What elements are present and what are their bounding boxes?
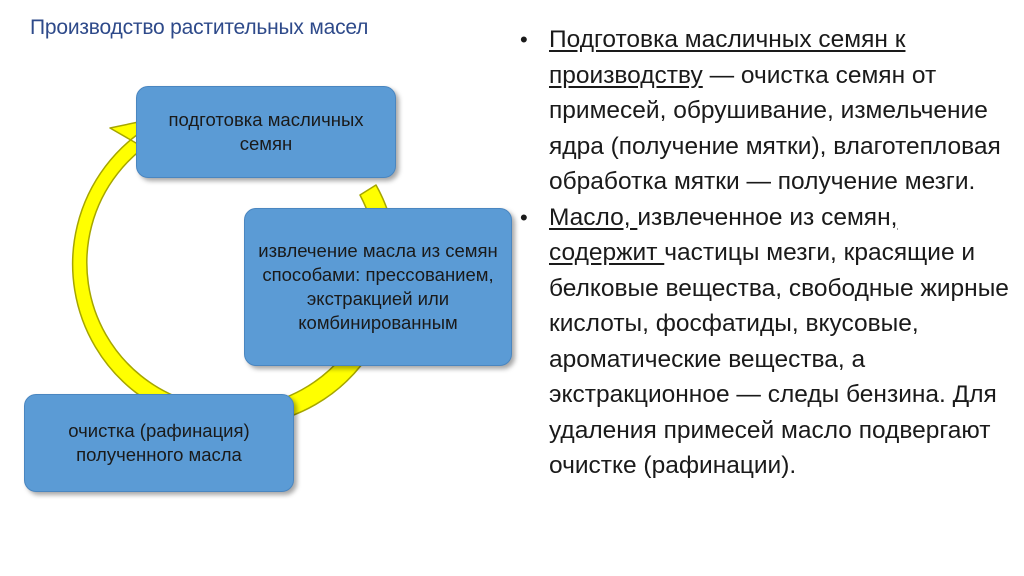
bullet-text-preparation: — очистка семян от примесей, обрушивание, измельчение ядра (получение мятки), влаготепловая обработка мятки — получение мезги. <box>549 61 1001 195</box>
step-prepare-seeds <box>136 86 396 178</box>
bullet-term-preparation: Подготовка масличных семян к производству <box>549 26 906 89</box>
step-extract-oil-label: извлечение масла из семян способами: прессованием, экстракцией или комбинированным <box>258 240 498 333</box>
bullet-item-oil <box>520 200 1010 484</box>
bullet-term-contains: , содержит <box>549 203 898 266</box>
step-refine-oil <box>24 394 294 492</box>
bullet-text-oil: частицы мезги, красящие и белковые вещества, свободные жирные кислоты, фосфатиды, вкусовые, ароматические вещества, а экстракционное — следы бензина. Для удаления примесей масло подвергают очистке (рафинации). <box>549 239 1009 479</box>
slide-title: Производство растительных масел <box>30 16 369 39</box>
bullet-dot-icon: • <box>520 204 528 230</box>
bullet-dot-icon: • <box>520 27 528 52</box>
bullet-mid-oil: извлеченное из семян <box>637 203 891 231</box>
bullet-item-preparation <box>520 22 1010 200</box>
step-refine-oil-label: очистка (рафинация) полученного масла <box>68 420 250 465</box>
step-extract-oil <box>244 208 512 366</box>
bullet-list <box>520 22 1010 484</box>
step-prepare-seeds-label: подготовка масличных семян <box>168 109 364 154</box>
bullet-term-oil: Масло, <box>549 203 638 231</box>
